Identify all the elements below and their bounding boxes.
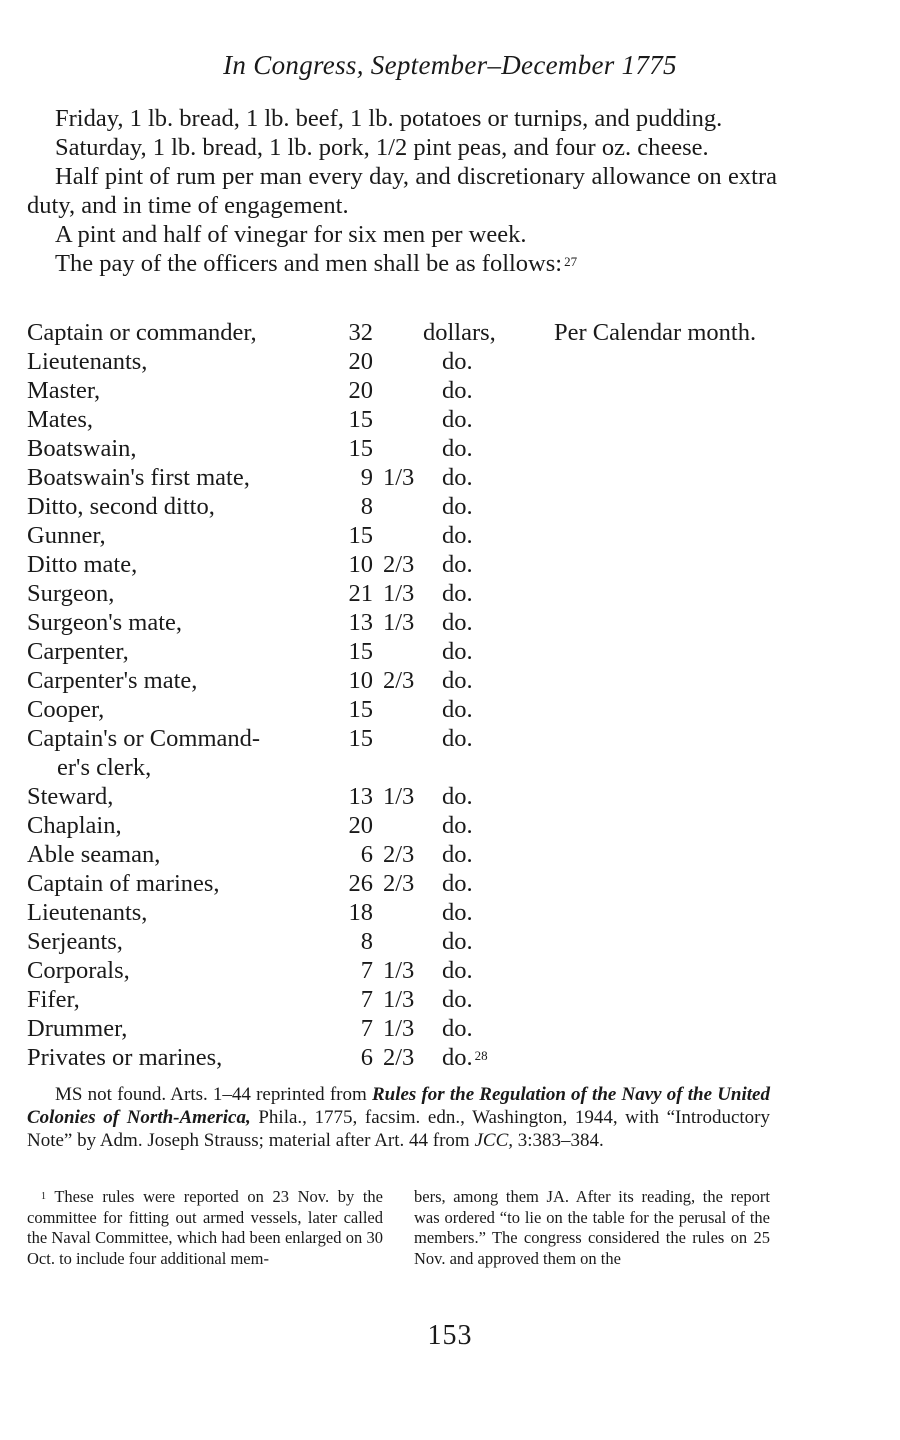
pay-row bbox=[27, 376, 807, 405]
pay-unit-text: do. bbox=[442, 1044, 473, 1071]
pay-unit bbox=[442, 811, 522, 840]
pay-unit bbox=[442, 1043, 522, 1072]
pay-unit bbox=[442, 579, 522, 608]
pay-rank-line2: er's clerk, bbox=[57, 754, 152, 781]
pay-unit bbox=[442, 492, 522, 521]
pay-rank: Boatswain, bbox=[27, 435, 137, 462]
pay-row bbox=[27, 695, 807, 724]
pay-unit bbox=[442, 521, 522, 550]
footnote-1-text-left: These rules were reported on 23 Nov. by the committee for fitting out armed vessels, later called the Naval Committee, which had been enlarged on 30 Oct. to include four additional mem- bbox=[27, 1187, 383, 1268]
pay-row bbox=[27, 608, 807, 637]
pay-unit bbox=[442, 666, 522, 695]
pay-amount-whole: 15 bbox=[348, 522, 373, 549]
pay-row bbox=[27, 579, 807, 608]
pay-rank-line1: Captain's or Command- bbox=[27, 725, 261, 752]
pay-unit bbox=[442, 898, 522, 927]
pay-amount-whole: 10 bbox=[348, 667, 373, 694]
pay-amount-whole: 15 bbox=[348, 725, 373, 752]
paragraph-pay-intro bbox=[27, 249, 777, 278]
pay-unit-text: do. bbox=[442, 435, 473, 462]
pay-amount-whole: 13 bbox=[348, 783, 373, 810]
pay-row bbox=[27, 434, 807, 463]
pay-rank: Serjeants, bbox=[27, 928, 123, 955]
ration-text bbox=[27, 104, 777, 278]
pay-unit-text: do. bbox=[442, 551, 473, 578]
pay-amount-fraction: 2/3 bbox=[383, 551, 415, 578]
pay-unit-text: do. bbox=[442, 522, 473, 549]
pay-row bbox=[27, 463, 807, 492]
pay-intro-text: The pay of the officers and men shall be as follows: bbox=[55, 250, 563, 277]
pay-unit bbox=[442, 985, 522, 1014]
footnote-1-right: bers, among them JA. After its reading, the report was ordered “to lie on the table for the perusal of the members.” The congress considered the rules on 25 Nov. and approved them on the bbox=[414, 1187, 770, 1268]
pay-row bbox=[27, 318, 807, 347]
pay-unit bbox=[442, 927, 522, 956]
pay-rank: Captain or commander, bbox=[27, 319, 257, 346]
pay-row bbox=[27, 1014, 807, 1043]
pay-amount-fraction: 2/3 bbox=[383, 870, 415, 897]
paragraph-rum: Half pint of rum per man every day, and discretionary allowance on extra duty, and in time of engagement. bbox=[27, 163, 777, 219]
pay-amount-whole: 26 bbox=[348, 870, 373, 897]
pay-rank: Lieutenants, bbox=[27, 899, 148, 926]
pay-row bbox=[27, 811, 807, 840]
footnotes bbox=[27, 1187, 770, 1269]
pay-unit-text: do. bbox=[442, 406, 473, 433]
paragraph-friday: Friday, 1 lb. bread, 1 lb. beef, 1 lb. potatoes or turnips, and pudding. bbox=[55, 105, 723, 132]
pay-rank: Lieutenants, bbox=[27, 348, 148, 375]
pay-unit-text: do. bbox=[442, 725, 473, 752]
pay-amount-fraction: 1/3 bbox=[383, 783, 415, 810]
pay-amount-fraction: 2/3 bbox=[383, 1044, 415, 1071]
pay-amount-whole: 10 bbox=[348, 551, 373, 578]
pay-unit bbox=[442, 608, 522, 637]
pay-unit bbox=[442, 724, 522, 753]
pay-unit bbox=[442, 869, 522, 898]
pay-unit-text: do. bbox=[442, 609, 473, 636]
pay-amount-whole: 20 bbox=[348, 377, 373, 404]
pay-rank: Able seaman, bbox=[27, 841, 161, 868]
pay-amount-fraction: 1/3 bbox=[383, 580, 415, 607]
pay-unit bbox=[423, 318, 503, 347]
pay-rank: Ditto mate, bbox=[27, 551, 138, 578]
pay-rank: Surgeon, bbox=[27, 580, 115, 607]
pay-amount-fraction: 1/3 bbox=[383, 986, 415, 1013]
pay-unit bbox=[442, 463, 522, 492]
source-note-part1: MS not found. Arts. 1–44 reprinted from bbox=[55, 1084, 372, 1105]
pay-unit bbox=[442, 376, 522, 405]
pay-amount-whole: 18 bbox=[348, 899, 373, 926]
pay-row bbox=[27, 927, 807, 956]
page-number: 153 bbox=[427, 1320, 473, 1351]
pay-rank: Captain of marines, bbox=[27, 870, 220, 897]
pay-unit bbox=[442, 956, 522, 985]
pay-unit-text: do. bbox=[442, 638, 473, 665]
pay-amount-whole: 7 bbox=[360, 986, 373, 1013]
pay-amount-whole: 8 bbox=[360, 928, 373, 955]
pay-unit-text: do. bbox=[442, 841, 473, 868]
source-title: Rules for the Regulation of the Navy of the United Colonies of North-America, bbox=[27, 1084, 770, 1128]
pay-row bbox=[27, 550, 807, 579]
pay-row bbox=[27, 405, 807, 434]
pay-amount-whole: 21 bbox=[348, 580, 373, 607]
pay-amount-whole: 7 bbox=[360, 1015, 373, 1042]
pay-row bbox=[27, 782, 807, 811]
pay-rank: Master, bbox=[27, 377, 101, 404]
pay-row bbox=[27, 724, 807, 782]
pay-amount-whole: 7 bbox=[360, 957, 373, 984]
pay-unit bbox=[442, 550, 522, 579]
pay-amount-fraction: 1/3 bbox=[383, 1015, 415, 1042]
pay-unit-text: do. bbox=[442, 783, 473, 810]
paragraph-saturday: Saturday, 1 lb. bread, 1 lb. pork, 1/2 pint peas, and four oz. cheese. bbox=[55, 134, 709, 161]
pay-table bbox=[27, 318, 807, 1072]
pay-amount-whole: 15 bbox=[348, 435, 373, 462]
pay-unit-text: do. bbox=[442, 348, 473, 375]
pay-amount-whole: 9 bbox=[360, 464, 373, 491]
pay-amount-whole: 20 bbox=[348, 812, 373, 839]
pay-unit-text: do. bbox=[442, 377, 473, 404]
footnote-mark: 1 bbox=[41, 1191, 46, 1202]
running-head: In Congress, September–December 1775 bbox=[223, 50, 677, 80]
pay-amount-fraction: 2/3 bbox=[383, 841, 415, 868]
pay-amount-whole: 15 bbox=[348, 406, 373, 433]
pay-rank: Fifer, bbox=[27, 986, 80, 1013]
pay-unit-text: do. bbox=[442, 986, 473, 1013]
pay-amount-whole: 15 bbox=[348, 696, 373, 723]
pay-amount-fraction: 1/3 bbox=[383, 464, 415, 491]
pay-unit bbox=[442, 782, 522, 811]
pay-unit-text: do. bbox=[442, 1015, 473, 1042]
pay-amount-fraction: 2/3 bbox=[383, 667, 415, 694]
pay-unit-text: do. bbox=[442, 812, 473, 839]
pay-rank: Gunner, bbox=[27, 522, 106, 549]
pay-rank: Boatswain's first mate, bbox=[27, 464, 250, 491]
pay-rank: Carpenter, bbox=[27, 638, 129, 665]
footnote-column-right bbox=[414, 1187, 770, 1269]
pay-row bbox=[27, 347, 807, 376]
pay-row bbox=[27, 666, 807, 695]
pay-amount-fraction: 1/3 bbox=[383, 609, 415, 636]
pay-unit bbox=[442, 347, 522, 376]
pay-unit-text: dollars, bbox=[423, 319, 496, 346]
pay-amount-whole: 13 bbox=[348, 609, 373, 636]
pay-amount-whole: 8 bbox=[360, 493, 373, 520]
pay-unit bbox=[442, 405, 522, 434]
pay-amount-whole: 20 bbox=[348, 348, 373, 375]
pay-unit-text: do. bbox=[442, 870, 473, 897]
pay-rank: Cooper, bbox=[27, 696, 105, 723]
pay-row bbox=[27, 898, 807, 927]
paragraph-vinegar: A pint and half of vinegar for six men per week. bbox=[55, 221, 527, 248]
pay-row bbox=[27, 956, 807, 985]
pay-rank: Drummer, bbox=[27, 1015, 128, 1042]
pay-amount-whole: 6 bbox=[360, 841, 373, 868]
pay-unit-text: do. bbox=[442, 899, 473, 926]
pay-row bbox=[27, 521, 807, 550]
pay-unit bbox=[442, 434, 522, 463]
pay-unit bbox=[442, 1014, 522, 1043]
footnote-ref-28: 28 bbox=[474, 1048, 488, 1063]
pay-row bbox=[27, 637, 807, 666]
pay-unit bbox=[442, 695, 522, 724]
source-note-part2: Phila., 1775, facsim. edn., Washington, 1944, with “Introductory Note” by Adm. Joseph Strauss; material after Art. 44 from bbox=[27, 1107, 770, 1151]
pay-unit-text: do. bbox=[442, 667, 473, 694]
pay-rank bbox=[27, 724, 297, 782]
pay-row bbox=[27, 1043, 807, 1072]
pay-rank: Mates, bbox=[27, 406, 93, 433]
pay-unit-text: do. bbox=[442, 928, 473, 955]
pay-rank: Corporals, bbox=[27, 957, 130, 984]
pay-row bbox=[27, 840, 807, 869]
pay-period: Per Calendar month. bbox=[554, 319, 757, 346]
pay-amount-whole: 32 bbox=[348, 319, 373, 346]
source-note bbox=[27, 1083, 770, 1152]
pay-amount-whole: 6 bbox=[360, 1044, 373, 1071]
pay-amount-whole: 15 bbox=[348, 638, 373, 665]
pay-row bbox=[27, 492, 807, 521]
source-note-part3: 3:383–384. bbox=[513, 1130, 604, 1151]
pay-unit-text: do. bbox=[442, 493, 473, 520]
pay-unit-text: do. bbox=[442, 580, 473, 607]
pay-unit-text: do. bbox=[442, 464, 473, 491]
pay-row bbox=[27, 869, 807, 898]
pay-rank: Privates or marines, bbox=[27, 1044, 223, 1071]
pay-unit-text: do. bbox=[442, 957, 473, 984]
footnote-ref-27: 27 bbox=[564, 254, 578, 269]
pay-row bbox=[27, 985, 807, 1014]
pay-amount-fraction: 1/3 bbox=[383, 957, 415, 984]
pay-rank: Carpenter's mate, bbox=[27, 667, 198, 694]
pay-rank: Steward, bbox=[27, 783, 114, 810]
pay-rank: Chaplain, bbox=[27, 812, 122, 839]
pay-rank: Ditto, second ditto, bbox=[27, 493, 215, 520]
pay-unit bbox=[442, 637, 522, 666]
footnote-column-left bbox=[27, 1187, 383, 1269]
source-jcc: JCC, bbox=[474, 1130, 513, 1151]
pay-unit bbox=[442, 840, 522, 869]
pay-rank: Surgeon's mate, bbox=[27, 609, 183, 636]
pay-unit-text: do. bbox=[442, 696, 473, 723]
footnote-1-left bbox=[27, 1187, 383, 1269]
